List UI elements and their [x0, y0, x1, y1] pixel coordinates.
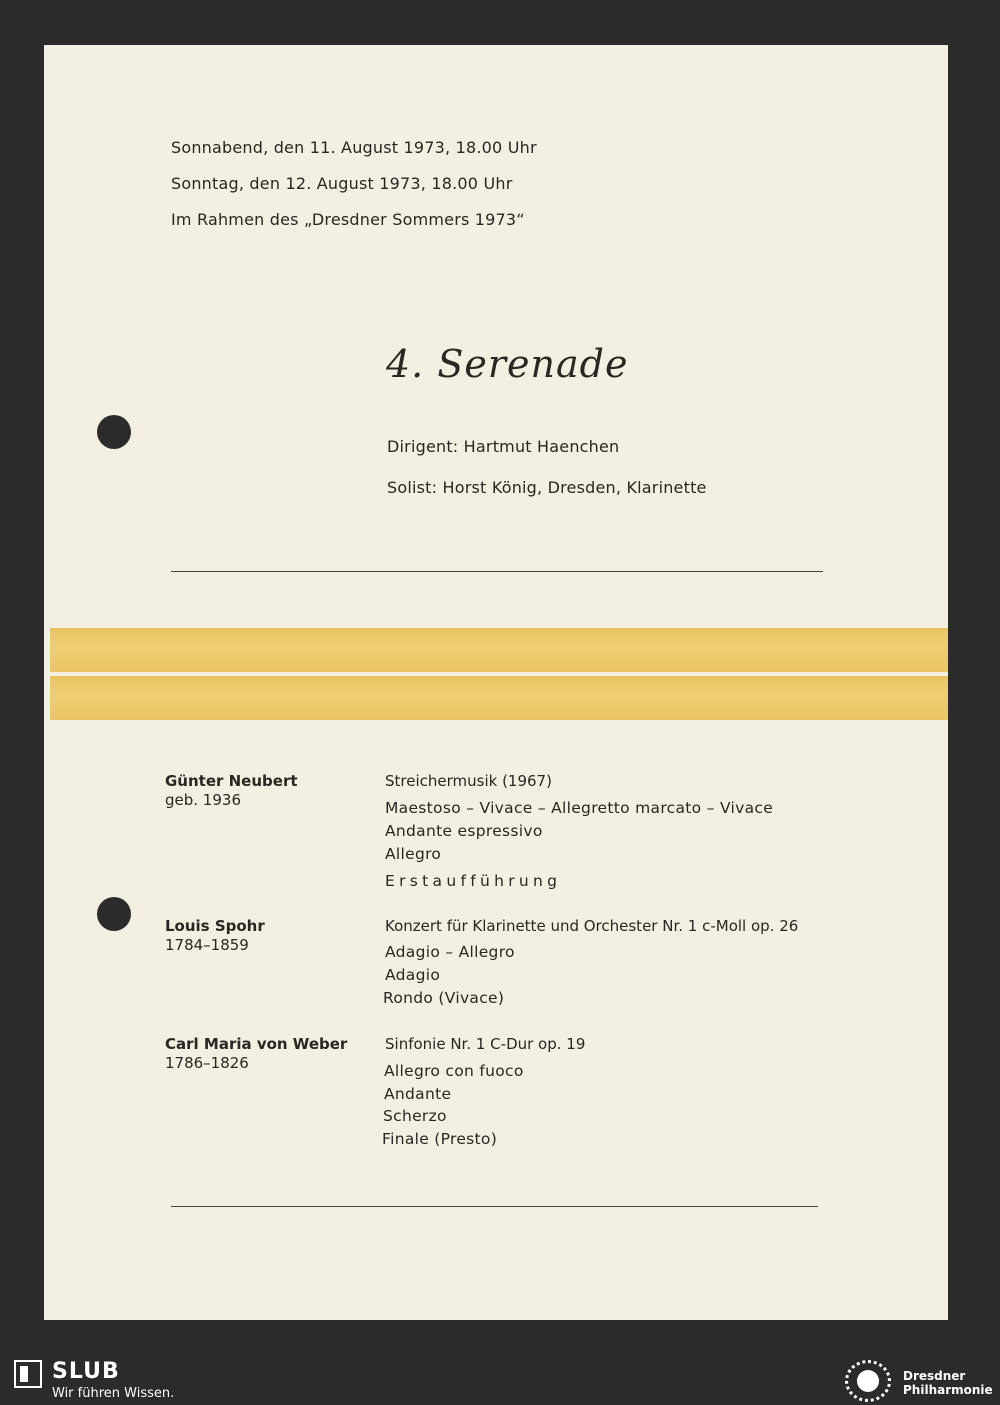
slub-logo-icon [14, 1360, 42, 1388]
movement: Rondo (Vivace) [383, 989, 505, 1007]
composer-dates: 1786–1826 [165, 1054, 249, 1072]
work-title: Konzert für Klarinette und Orchester Nr. 1 c-Moll op. 26 [385, 917, 799, 935]
philharmonie-line-2: Philharmonie [903, 1383, 993, 1397]
work-title: Sinfonie Nr. 1 C-Dur op. 19 [385, 1035, 586, 1053]
date-line-1: Sonnabend, den 11. August 1973, 18.00 Uhr [171, 138, 537, 157]
punch-hole [97, 415, 131, 449]
composer-entry [165, 1035, 347, 1073]
punch-hole [97, 897, 131, 931]
divider-bottom [171, 1206, 818, 1207]
composer-name: Louis Spohr [165, 917, 265, 935]
movement: Adagio [385, 966, 441, 984]
movement: Allegro con fuoco [384, 1062, 524, 1080]
composer-dates: geb. 1936 [165, 791, 241, 809]
divider-top [171, 571, 823, 572]
footer-bar [0, 1357, 1000, 1405]
composer-entry [165, 772, 298, 810]
philharmonie-name [903, 1369, 993, 1397]
date-line-2: Sonntag, den 12. August 1973, 18.00 Uhr [171, 174, 513, 193]
philharmonie-logo-icon [845, 1360, 891, 1402]
conductor: Dirigent: Hartmut Haenchen [387, 437, 620, 456]
movement: Maestoso – Vivace – Allegretto marcato – Vivace [385, 799, 774, 817]
composer-entry [165, 917, 265, 955]
movement: Allegro [385, 845, 442, 863]
movement: Scherzo [383, 1107, 447, 1125]
composer-name: Carl Maria von Weber [165, 1035, 348, 1053]
slub-tagline: Wir führen Wissen. [52, 1386, 175, 1401]
movement: Adagio – Allegro [385, 943, 515, 961]
festival-line: Im Rahmen des „Dresdner Sommers 1973“ [171, 210, 525, 229]
adhesive-tape [50, 628, 948, 672]
movement: Andante espressivo [385, 822, 543, 840]
adhesive-tape [50, 676, 948, 720]
concert-title: 4. Serenade [386, 342, 629, 386]
composer-name: Günter Neubert [165, 772, 298, 790]
movement: Andante [384, 1085, 452, 1103]
premiere-note: Erstaufführung [385, 872, 562, 890]
composer-dates: 1784–1859 [165, 936, 249, 954]
movement: Finale (Presto) [382, 1130, 498, 1148]
philharmonie-line-1: Dresdner [903, 1369, 966, 1383]
work-title: Streichermusik (1967) [385, 772, 552, 790]
soloist: Solist: Horst König, Dresden, Klarinette [387, 478, 707, 497]
slub-name: SLUB [52, 1359, 120, 1384]
